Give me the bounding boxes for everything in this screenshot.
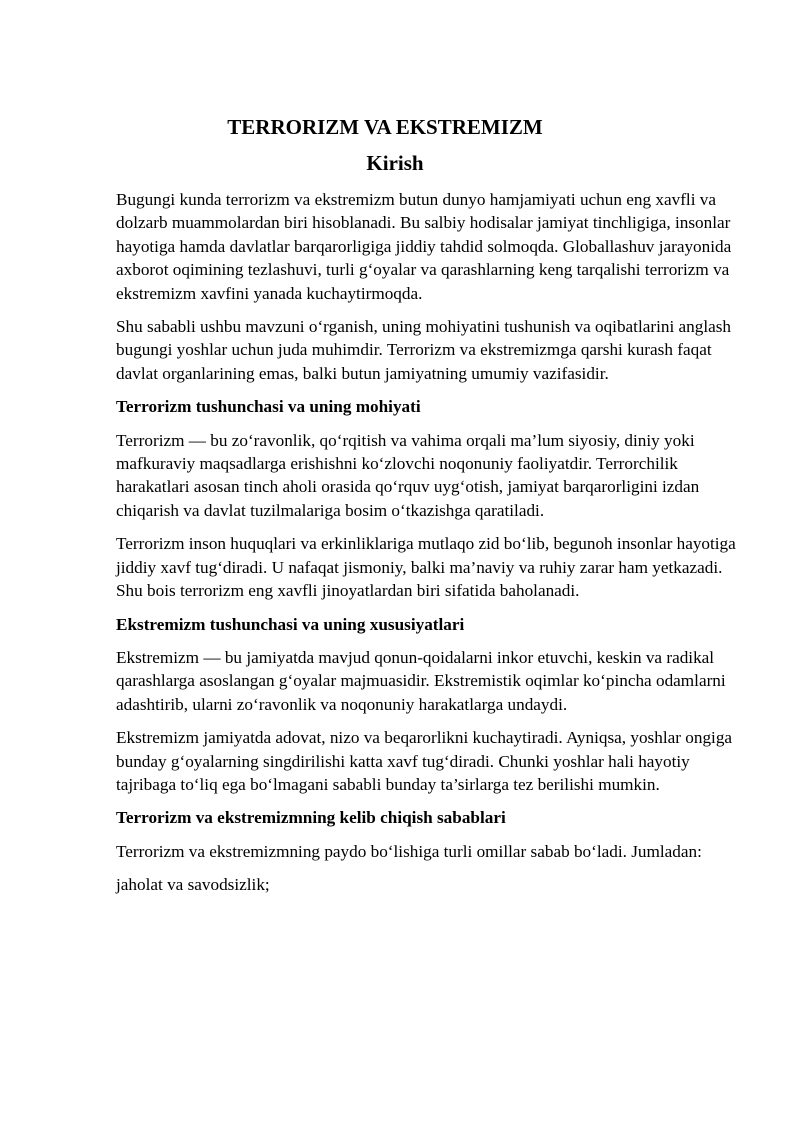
section-heading-causes: Terrorizm va ekstremizmning kelib chiqish sabablari bbox=[116, 808, 506, 828]
section-heading-extremism: Ekstremizm tushunchasi va uning xususiyatlari bbox=[116, 614, 465, 634]
causes-paragraph-1: Terrorizm va ekstremizmning paydo bo‘lishiga turli omillar sabab bo‘ladi. Jumladan: bbox=[116, 841, 702, 861]
causes-list-item: jaholat va savodsizlik; bbox=[116, 875, 270, 895]
extremism-paragraph-1: Ekstremizm — bu jamiyatda mavjud qonun-qoidalarni inkor etuvchi, keskin va radikal qarashlarga asoslangan g‘oyalar majmuasidir. Ekstremistik oqimlar ko‘pincha odamlarni adashtirib, ularni zo‘ravonlik va noqonuniy harakatlarga undaydi. bbox=[116, 647, 726, 714]
document-subtitle: Kirish bbox=[366, 151, 424, 175]
section-heading-terrorism: Terrorizm tushunchasi va uning mohiyati bbox=[116, 397, 421, 417]
terrorism-paragraph-1: Terrorizm — bu zo‘ravonlik, qo‘rqitish va vahima orqali ma’lum siyosiy, diniy yoki mafkuraviy maqsadlarga erishishni ko‘zlovchi noqonuniy faoliyatdir. Terrorchilik harakatlari asosan tinch aholi orasida qo‘rquv uyg‘otish, jamiyat barqarorligini izdan chiqarish va davlat tuzilmalariga bosim o‘tkazishga qaratiladi. bbox=[116, 430, 700, 520]
document-body bbox=[116, 188, 746, 907]
extremism-paragraph-2: Ekstremizm jamiyatda adovat, nizo va beqarorlikni kuchaytiradi. Ayniqsa, yoshlar ongiga bunday g‘oyalarning singdirilishi katta xavf tug‘diradi. Chunki yoshlar hali hayotiy tajribaga to‘liq ega bo‘lmagani sababli bunday ta’sirlarga tez berilishi mumkin. bbox=[116, 728, 733, 794]
document-title: TERRORIZM VA EKSTREMIZM bbox=[227, 115, 543, 139]
terrorism-paragraph-2: Terrorizm inson huquqlari va erkinliklariga mutlaqo zid bo‘lib, begunoh insonlar hayotiga jiddiy xavf tug‘diradi. U nafaqat jismoniy, balki ma’naviy va ruhiy zarar ham yetkazadi. Shu bois terrorizm eng xavfli jinoyatlardan biri sifatida baholanadi. bbox=[116, 534, 736, 601]
intro-paragraph-2: Shu sababli ushbu mavzuni o‘rganish, uning mohiyatini tushunish va oqibatlarini anglash bugungi yoshlar uchun juda muhimdir. Terrorizm va ekstremizmga qarshi kurash faqat davlat organlarining emas, balki butun jamiyatning umumiy vazifasidir. bbox=[116, 317, 732, 383]
intro-paragraph-1: Bugungi kunda terrorizm va ekstremizm butun dunyo hamjamiyati uchun eng xavfli va dolzarb muammolardan biri hisoblanadi. Bu salbiy hodisalar jamiyat tinchligiga, insonlar hayotiga hamda davlatlar barqarorligiga jiddiy tahdid solmoqda. Globallashuv jarayonida axborot oqimining tezlashuvi, turli g‘oyalar va qarashlarning keng tarqalishi terrorizm va ekstremizm xavfini yanada kuchaytirmoqda. bbox=[116, 190, 732, 303]
